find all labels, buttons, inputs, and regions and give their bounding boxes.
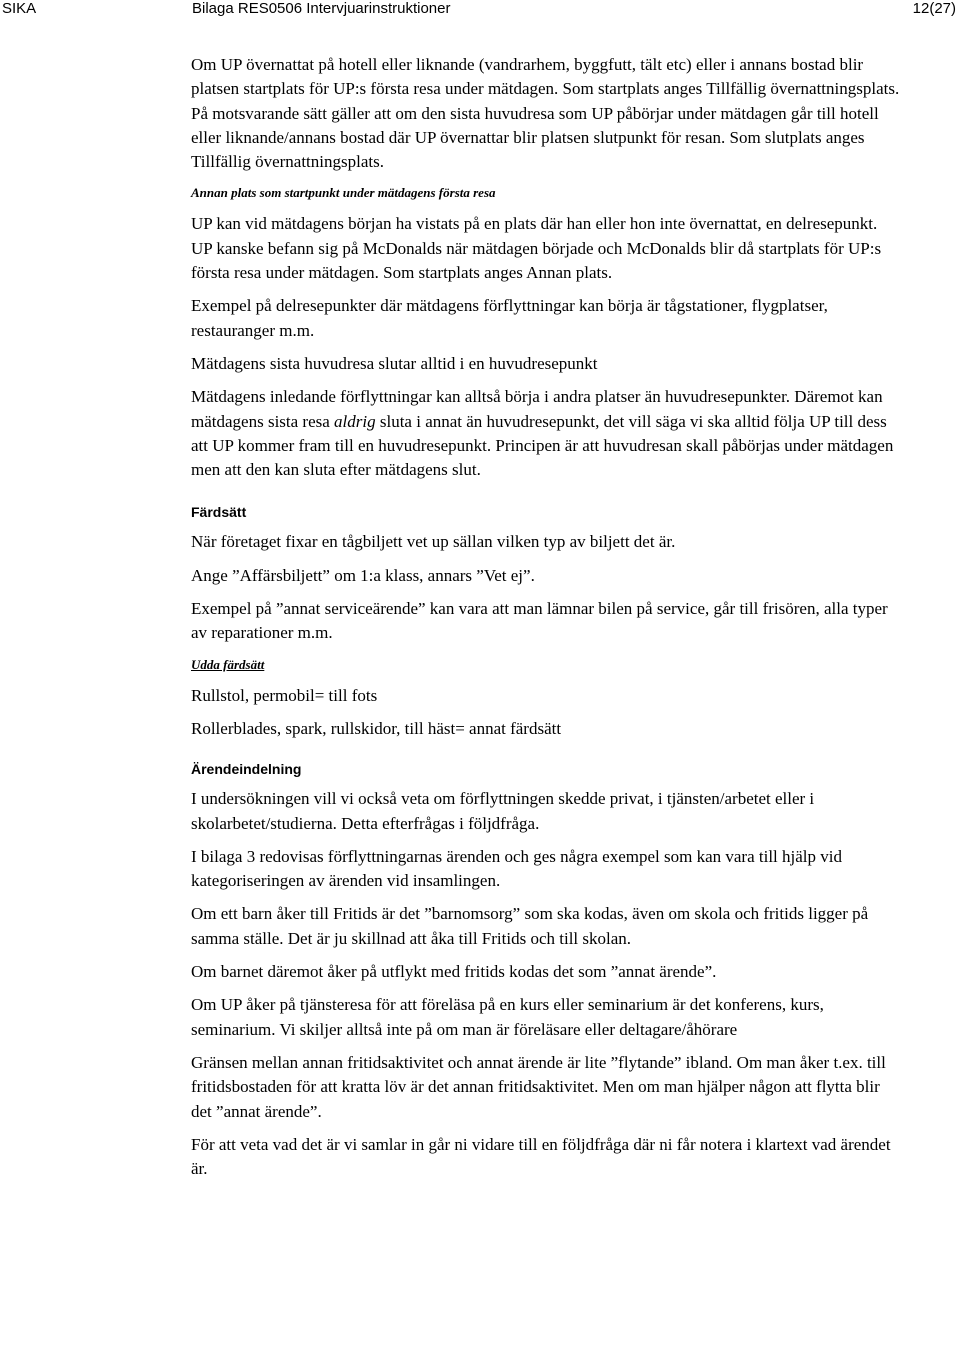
paragraph: Rullstol, permobil= till fots — [191, 685, 378, 705]
paragraph: När företaget fixar en tågbiljett vet up sällan vilken typ av biljett det är. — [191, 532, 676, 552]
paragraph: I bilaga 3 redovisas förflyttningarnas ärenden och ges några exempel som kan vara till hjälp vid kategoriseringen av ärenden vid insamlingen. — [191, 846, 842, 891]
paragraph-with-emphasis — [191, 385, 901, 482]
page-header — [0, 0, 960, 22]
paragraph: I undersökningen vill vi också veta om förflyttningen skedde privat, i tjänsten/arbetet eller i skolarbetet/studierna. Detta efterfrågas i följdfråga. — [191, 789, 815, 833]
emphasis-aldrig: aldrig — [334, 411, 376, 431]
paragraph: UP kan vid mätdagens början ha vistats på en plats där han eller hon inte övernattat, en delresepunkt. UP kanske befann sig på McDonalds när mätdagen började och McDonalds blir då startplats för UP:s första resa under mätdagen. Som startplats anges Annan plats. — [191, 214, 882, 283]
paragraph: Mätdagens sista huvudresa slutar alltid i en huvudresepunkt — [191, 353, 598, 373]
header-title: Bilaga RES0506 Intervjuarinstruktioner — [192, 0, 451, 17]
paragraph: Gränsen mellan annan fritidsaktivitet och annat ärende är lite ”flytande” ibland. Om man åker t.ex. till fritidsbostaden för att kratta löv är det annan fritidsaktivitet. Men om man hjälper någon att flytta blir det ”annat ärende”. — [191, 1052, 886, 1121]
header-page-number: 12(27) — [912, 0, 956, 17]
paragraph-part: Mätdagens inledande förflyttningar kan alltså börja i andra platser än huvudresepunkter. Däremot kan mätdagens sista resa — [191, 387, 883, 431]
paragraph: Om UP åker på tjänsteresa för att föreläsa på en kurs eller seminarium är det konferens, kurs, seminarium. Vi skiljer alltså inte på om man är föreläsare eller deltagare/åhörare — [191, 995, 824, 1039]
paragraph: Ange ”Affärsbiljett” om 1:a klass, annars ”Vet ej”. — [191, 565, 535, 585]
paragraph-part: sluta i annat än huvudresepunkt, det vill säga vi ska alltid följa UP till dess att UP kommer fram till en huvudresepunkt. Principen är att huvudresan skall påbörjas under mätdagen men att den kan sluta efter mätdagens slut. — [191, 411, 894, 480]
paragraph: Exempel på delresepunkter där mätdagens förflyttningar kan börja är tågstationer, flygplatser, restauranger m.m. — [191, 296, 828, 340]
section-heading-arendeindelning: Ärendeindelning — [191, 761, 302, 778]
subheading-udda-fardsatt: Udda färdsätt — [191, 656, 265, 672]
section-heading-fardsatt: Färdsätt — [191, 504, 247, 521]
paragraph: Om ett barn åker till Fritids är det ”barnomsorg” som ska kodas, även om skola och fritids ligger på samma ställe. Det är ju skillnad att åka till Fritids och till skolan. — [191, 904, 869, 948]
subheading-annan-plats: Annan plats som startpunkt under mätdagens första resa — [191, 185, 496, 201]
paragraph: Om barnet däremot åker på utflykt med fritids kodas det som ”annat ärende”. — [191, 962, 717, 982]
document-body — [191, 53, 901, 1190]
header-org: SIKA — [2, 0, 37, 17]
paragraph: Exempel på ”annat serviceärende” kan vara att man lämnar bilen på service, går till frisören, alla typer av reparationer m.m. — [191, 599, 888, 643]
paragraph: För att veta vad det är vi samlar in går ni vidare till en följdfråga där ni får notera i klartext vad ärendet är. — [191, 1134, 891, 1179]
paragraph: Om UP övernattat på hotell eller liknande (vandrarhem, byggfutt, tält etc) eller i annans bostad blir platsen startplats för UP:s första resa under mätdagen. Som startplats anges Tillfällig övernattningsplats. På motsvarande sätt gäller att om den sista huvudresa som UP påbörjar under mätdagen går till hotell eller liknande/annans bostad där UP övernattar blir platsen slutpunkt för resan. Som slutplats anges Tillfällig övernattningsplats. — [191, 55, 900, 172]
paragraph: Rollerblades, spark, rullskidor, till häst= annat färdsätt — [191, 718, 562, 738]
